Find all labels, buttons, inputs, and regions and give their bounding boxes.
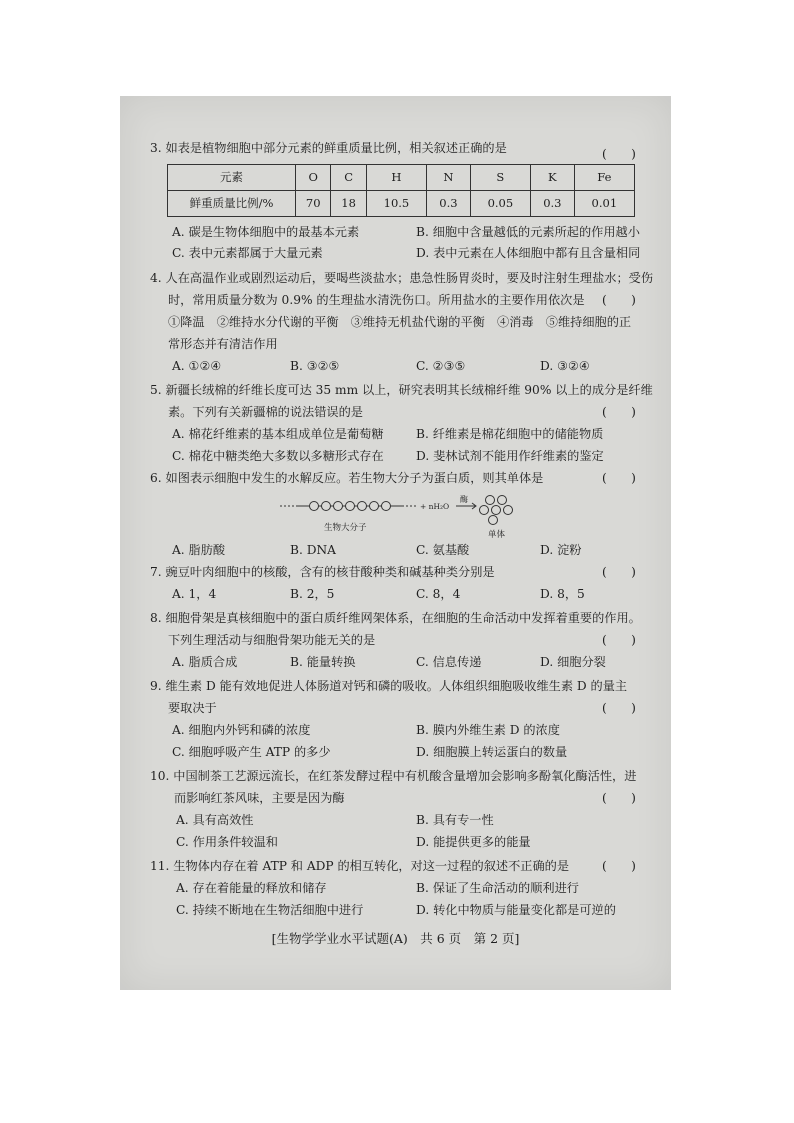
- q7-option-b: B. 2，5: [290, 587, 335, 601]
- q3-stem: 3. 如表是植物细胞中部分元素的鲜重质量比例，相关叙述正确的是: [150, 141, 507, 155]
- diagram-water-label: + nH₂O: [420, 502, 450, 511]
- q5-stem-line2: 素。下列有关新疆棉的说法错误的是: [168, 405, 363, 419]
- q6-option-b: B. DNA: [290, 543, 336, 557]
- q5-option-d: D. 斐林试剂不能用作纤维素的鉴定: [416, 449, 604, 463]
- q5-option-c: C. 棉花中糖类绝大多数以多糖形式存在: [172, 449, 384, 463]
- q11-option-c: C. 持续不断地在生物活细胞中进行: [176, 903, 364, 917]
- q3-option-a: A. 碳是生物体细胞中的最基本元素: [172, 225, 360, 239]
- q3-option-c: C. 表中元素都属于大量元素: [172, 246, 323, 260]
- q4-answer-paren: ( ): [602, 293, 636, 307]
- q11-option-b: B. 保证了生命活动的顺利进行: [416, 881, 579, 895]
- q6-answer-paren: ( ): [602, 471, 636, 485]
- element-row: [168, 165, 635, 191]
- q5-option-b: B. 纤维素是棉花细胞中的储能物质: [416, 427, 604, 441]
- q9-answer-paren: ( ): [602, 701, 636, 715]
- q3-option-d: D. 表中元素在人体细胞中都有且含量相同: [416, 246, 641, 260]
- q5-answer-paren: ( ): [602, 405, 636, 419]
- value-cell: 10.5: [366, 191, 426, 217]
- exam-page: [120, 96, 671, 990]
- q10-stem-line2: 而影响红茶风味，主要是因为酶: [174, 791, 345, 805]
- q10-answer-paren: ( ): [602, 791, 636, 805]
- value-cell: 0.01: [574, 191, 634, 217]
- element-cell: Fe: [574, 165, 634, 191]
- q10-option-a: A. 具有高效性: [176, 813, 254, 827]
- value-row: [168, 191, 635, 217]
- q10-option-c: C. 作用条件较温和: [176, 835, 278, 849]
- q7-option-c: C. 8，4: [416, 587, 461, 601]
- q4-stem-line4: 常形态并有清洁作用: [168, 337, 278, 351]
- q9-option-b: B. 膜内外维生素 D 的浓度: [416, 723, 560, 737]
- element-cell: K: [531, 165, 575, 191]
- hydrolysis-diagram: [280, 494, 530, 540]
- q7-option-d: D. 8，5: [540, 587, 585, 601]
- diagram-macro-label: 生物大分子: [324, 523, 367, 533]
- q10-option-d: D. 能提供更多的能量: [416, 835, 531, 849]
- q3-answer-paren: ( ): [602, 147, 636, 161]
- q9-stem-line1: 9. 维生素 D 能有效地促进人体肠道对钙和磷的吸收。人体组织细胞吸收维生素 D 的量主: [150, 679, 628, 693]
- q7-answer-paren: ( ): [602, 565, 636, 579]
- page-footer: [生物学学业水平试题(A) 共 6 页 第 2 页]: [271, 931, 520, 946]
- q8-stem-line1: 8. 细胞骨架是真核细胞中的蛋白质纤维网架体系，在细胞的生命活动中发挥着重要的作用。: [150, 611, 641, 625]
- q4-option-a: A. ①②④: [172, 359, 222, 373]
- q4-option-d: D. ③②④: [540, 359, 590, 373]
- element-cell: C: [331, 165, 366, 191]
- q4-option-c: C. ②③⑤: [416, 359, 466, 373]
- q9-stem-line2: 要取决于: [168, 701, 217, 715]
- q7-option-a: A. 1，4: [172, 587, 217, 601]
- q11-stem: 11. 生物体内存在着 ATP 和 ADP 的相互转化，对这一过程的叙述不正确的是: [150, 859, 570, 873]
- element-cell: O: [296, 165, 331, 191]
- q8-answer-paren: ( ): [602, 633, 636, 647]
- q11-answer-paren: ( ): [602, 859, 636, 873]
- q11-option-d: D. 转化中物质与能量变化都是可逆的: [416, 903, 616, 917]
- q10-option-b: B. 具有专一性: [416, 813, 494, 827]
- value-row-label: 鲜重质量比例/%: [168, 191, 296, 217]
- element-row-label: 元素: [168, 165, 296, 191]
- q7-stem: 7. 豌豆叶肉细胞中的核酸，含有的核苷酸种类和碱基种类分别是: [150, 565, 495, 579]
- q10-stem-line1: 10. 中国制茶工艺源远流长，在红茶发酵过程中有机酸含量增加会影响多酚氧化酶活性，进: [150, 769, 637, 783]
- q4-stem-line1: 4. 人在高温作业或剧烈运动后，要喝些淡盐水；患急性肠胃炎时，要及时注射生理盐水；受伤: [150, 271, 654, 285]
- q8-option-a: A. 脂质合成: [172, 655, 238, 669]
- element-cell: S: [470, 165, 530, 191]
- element-cell: N: [427, 165, 471, 191]
- q6-option-a: A. 脂肪酸: [172, 543, 226, 557]
- q8-option-d: D. 细胞分裂: [540, 655, 606, 669]
- diagram-enzyme-label: 酶: [460, 495, 468, 504]
- value-cell: 0.05: [470, 191, 530, 217]
- q11-option-a: A. 存在着能量的释放和储存: [176, 881, 327, 895]
- q3-option-b: B. 细胞中含量越低的元素所起的作用越小: [416, 225, 640, 239]
- q8-stem-line2: 下列生理活动与细胞骨架功能无关的是: [168, 633, 376, 647]
- q5-option-a: A. 棉花纤维素的基本组成单位是葡萄糖: [172, 427, 384, 441]
- q4-stem-line2: 时，常用质量分数为 0.9% 的生理盐水清洗伤口。所用盐水的主要作用依次是: [168, 293, 585, 307]
- q9-option-d: D. 细胞膜上转运蛋白的数量: [416, 745, 568, 759]
- diagram-monomer-label: 单体: [488, 530, 506, 540]
- element-cell: H: [366, 165, 426, 191]
- value-cell: 18: [331, 191, 366, 217]
- q8-option-c: C. 信息传递: [416, 655, 482, 669]
- q6-option-d: D. 淀粉: [540, 543, 582, 557]
- q9-option-c: C. 细胞呼吸产生 ATP 的多少: [172, 745, 331, 759]
- value-cell: 70: [296, 191, 331, 217]
- q6-stem: 6. 如图表示细胞中发生的水解反应。若生物大分子为蛋白质，则其单体是: [150, 471, 544, 485]
- q8-option-b: B. 能量转换: [290, 655, 356, 669]
- q5-stem-line1: 5. 新疆长绒棉的纤维长度可达 35 mm 以上，研究表明其长绒棉纤维 90% 以上的成分是纤维: [150, 383, 653, 397]
- q6-option-c: C. 氨基酸: [416, 543, 470, 557]
- q9-option-a: A. 细胞内外钙和磷的浓度: [172, 723, 311, 737]
- value-cell: 0.3: [427, 191, 471, 217]
- q4-stem-line3: ①降温 ②维持水分代谢的平衡 ③维持无机盐代谢的平衡 ④消毒 ⑤维持细胞的正: [168, 315, 632, 329]
- value-cell: 0.3: [531, 191, 575, 217]
- q4-option-b: B. ③②⑤: [290, 359, 340, 373]
- element-table: [167, 164, 635, 217]
